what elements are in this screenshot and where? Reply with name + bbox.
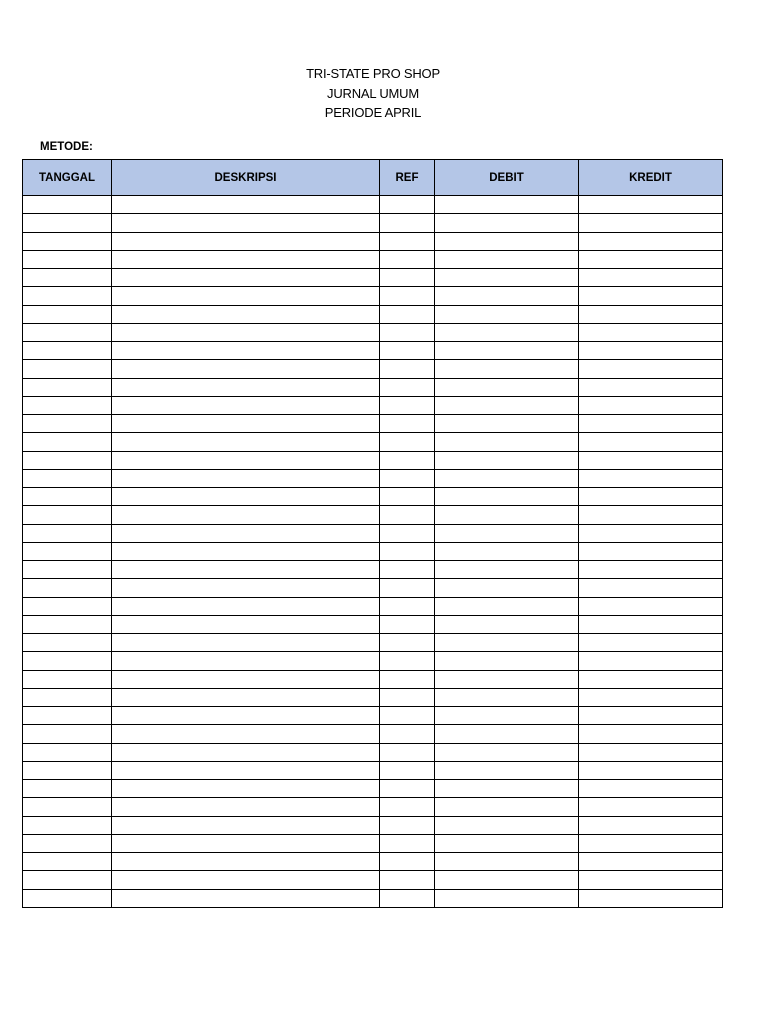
table-row [23, 780, 723, 798]
table-row [23, 451, 723, 469]
cell-deskripsi[interactable] [112, 542, 380, 560]
cell-deskripsi[interactable] [112, 670, 380, 688]
cell-tanggal[interactable] [23, 378, 112, 396]
cell-tanggal[interactable] [23, 542, 112, 560]
cell-tanggal[interactable] [23, 889, 112, 907]
cell-debit[interactable] [435, 561, 579, 579]
cell-kredit[interactable] [579, 561, 723, 579]
table-row [23, 834, 723, 852]
cell-debit[interactable] [435, 761, 579, 779]
cell-debit[interactable] [435, 725, 579, 743]
table-row [23, 232, 723, 250]
cell-debit[interactable] [435, 469, 579, 487]
cell-kredit[interactable] [579, 670, 723, 688]
cell-debit[interactable] [435, 670, 579, 688]
cell-ref[interactable] [380, 889, 435, 907]
cell-deskripsi[interactable] [112, 579, 380, 597]
table-row [23, 396, 723, 414]
cell-deskripsi[interactable] [112, 287, 380, 305]
cell-kredit[interactable] [579, 360, 723, 378]
cell-tanggal[interactable] [23, 707, 112, 725]
cell-tanggal[interactable] [23, 469, 112, 487]
cell-kredit[interactable] [579, 196, 723, 214]
cell-debit[interactable] [435, 816, 579, 834]
cell-kredit[interactable] [579, 615, 723, 633]
cell-kredit[interactable] [579, 250, 723, 268]
cell-tanggal[interactable] [23, 834, 112, 852]
cell-ref[interactable] [380, 688, 435, 706]
cell-deskripsi[interactable] [112, 451, 380, 469]
cell-deskripsi[interactable] [112, 269, 380, 287]
cell-debit[interactable] [435, 743, 579, 761]
metode-label: METODE: [40, 141, 93, 153]
table-row [23, 469, 723, 487]
table-row [23, 743, 723, 761]
cell-kredit[interactable] [579, 488, 723, 506]
cell-ref[interactable] [380, 634, 435, 652]
table-row [23, 342, 723, 360]
cell-deskripsi[interactable] [112, 415, 380, 433]
cell-debit[interactable] [435, 506, 579, 524]
cell-tanggal[interactable] [23, 360, 112, 378]
cell-kredit[interactable] [579, 761, 723, 779]
cell-deskripsi[interactable] [112, 707, 380, 725]
cell-ref[interactable] [380, 780, 435, 798]
cell-ref[interactable] [380, 670, 435, 688]
cell-ref[interactable] [380, 214, 435, 232]
cell-kredit[interactable] [579, 396, 723, 414]
cell-kredit[interactable] [579, 415, 723, 433]
cell-debit[interactable] [435, 305, 579, 323]
cell-tanggal[interactable] [23, 506, 112, 524]
cell-deskripsi[interactable] [112, 323, 380, 341]
document-title [0, 64, 746, 123]
cell-deskripsi[interactable] [112, 214, 380, 232]
cell-deskripsi[interactable] [112, 196, 380, 214]
cell-ref[interactable] [380, 871, 435, 889]
table-row [23, 323, 723, 341]
cell-deskripsi[interactable] [112, 305, 380, 323]
table-row [23, 415, 723, 433]
cell-ref[interactable] [380, 707, 435, 725]
cell-deskripsi[interactable] [112, 743, 380, 761]
table-row [23, 853, 723, 871]
cell-ref[interactable] [380, 232, 435, 250]
cell-deskripsi[interactable] [112, 780, 380, 798]
cell-deskripsi[interactable] [112, 834, 380, 852]
cell-ref[interactable] [380, 834, 435, 852]
cell-kredit[interactable] [579, 743, 723, 761]
table-row [23, 579, 723, 597]
cell-deskripsi[interactable] [112, 561, 380, 579]
cell-debit[interactable] [435, 889, 579, 907]
column-header-ref: REF [380, 160, 435, 196]
cell-deskripsi[interactable] [112, 250, 380, 268]
cell-ref[interactable] [380, 433, 435, 451]
cell-tanggal[interactable] [23, 634, 112, 652]
cell-kredit[interactable] [579, 889, 723, 907]
cell-ref[interactable] [380, 196, 435, 214]
cell-debit[interactable] [435, 488, 579, 506]
cell-debit[interactable] [435, 451, 579, 469]
cell-tanggal[interactable] [23, 725, 112, 743]
table-row [23, 269, 723, 287]
table-row [23, 889, 723, 907]
cell-kredit[interactable] [579, 524, 723, 542]
cell-deskripsi[interactable] [112, 761, 380, 779]
table-row [23, 305, 723, 323]
table-row [23, 761, 723, 779]
table-row [23, 871, 723, 889]
table-row [23, 196, 723, 214]
cell-debit[interactable] [435, 597, 579, 615]
cell-ref[interactable] [380, 451, 435, 469]
cell-ref[interactable] [380, 287, 435, 305]
cell-kredit[interactable] [579, 269, 723, 287]
cell-debit[interactable] [435, 287, 579, 305]
cell-kredit[interactable] [579, 871, 723, 889]
cell-deskripsi[interactable] [112, 725, 380, 743]
cell-debit[interactable] [435, 415, 579, 433]
table-row [23, 524, 723, 542]
cell-tanggal[interactable] [23, 342, 112, 360]
cell-ref[interactable] [380, 524, 435, 542]
cell-debit[interactable] [435, 396, 579, 414]
cell-ref[interactable] [380, 360, 435, 378]
cell-kredit[interactable] [579, 469, 723, 487]
table-row [23, 488, 723, 506]
cell-tanggal[interactable] [23, 323, 112, 341]
cell-debit[interactable] [435, 834, 579, 852]
cell-kredit[interactable] [579, 688, 723, 706]
cell-deskripsi[interactable] [112, 615, 380, 633]
cell-kredit[interactable] [579, 433, 723, 451]
cell-debit[interactable] [435, 250, 579, 268]
cell-kredit[interactable] [579, 798, 723, 816]
cell-deskripsi[interactable] [112, 816, 380, 834]
cell-kredit[interactable] [579, 451, 723, 469]
cell-kredit[interactable] [579, 725, 723, 743]
cell-kredit[interactable] [579, 652, 723, 670]
cell-deskripsi[interactable] [112, 488, 380, 506]
table-row [23, 214, 723, 232]
cell-debit[interactable] [435, 232, 579, 250]
cell-ref[interactable] [380, 561, 435, 579]
cell-tanggal[interactable] [23, 396, 112, 414]
cell-kredit[interactable] [579, 232, 723, 250]
cell-tanggal[interactable] [23, 433, 112, 451]
cell-tanggal[interactable] [23, 871, 112, 889]
cell-ref[interactable] [380, 250, 435, 268]
cell-tanggal[interactable] [23, 853, 112, 871]
cell-tanggal[interactable] [23, 250, 112, 268]
table-row [23, 634, 723, 652]
cell-ref[interactable] [380, 798, 435, 816]
cell-debit[interactable] [435, 378, 579, 396]
cell-tanggal[interactable] [23, 196, 112, 214]
cell-ref[interactable] [380, 579, 435, 597]
cell-debit[interactable] [435, 634, 579, 652]
cell-ref[interactable] [380, 615, 435, 633]
cell-kredit[interactable] [579, 834, 723, 852]
cell-deskripsi[interactable] [112, 342, 380, 360]
cell-debit[interactable] [435, 615, 579, 633]
cell-deskripsi[interactable] [112, 871, 380, 889]
cell-tanggal[interactable] [23, 780, 112, 798]
cell-deskripsi[interactable] [112, 889, 380, 907]
cell-ref[interactable] [380, 342, 435, 360]
cell-debit[interactable] [435, 323, 579, 341]
table-row [23, 250, 723, 268]
cell-kredit[interactable] [579, 214, 723, 232]
table-row [23, 561, 723, 579]
cell-debit[interactable] [435, 542, 579, 560]
column-header-deskripsi: DESKRIPSI [112, 160, 380, 196]
cell-ref[interactable] [380, 597, 435, 615]
cell-tanggal[interactable] [23, 232, 112, 250]
cell-deskripsi[interactable] [112, 396, 380, 414]
cell-tanggal[interactable] [23, 451, 112, 469]
cell-kredit[interactable] [579, 780, 723, 798]
column-header-debit: DEBIT [435, 160, 579, 196]
cell-tanggal[interactable] [23, 652, 112, 670]
cell-deskripsi[interactable] [112, 506, 380, 524]
table-row [23, 652, 723, 670]
table-row [23, 287, 723, 305]
cell-tanggal[interactable] [23, 615, 112, 633]
table-row [23, 506, 723, 524]
cell-debit[interactable] [435, 524, 579, 542]
cell-deskripsi[interactable] [112, 634, 380, 652]
cell-ref[interactable] [380, 415, 435, 433]
cell-ref[interactable] [380, 652, 435, 670]
cell-tanggal[interactable] [23, 761, 112, 779]
cell-debit[interactable] [435, 871, 579, 889]
cell-ref[interactable] [380, 853, 435, 871]
cell-tanggal[interactable] [23, 214, 112, 232]
cell-debit[interactable] [435, 433, 579, 451]
cell-tanggal[interactable] [23, 579, 112, 597]
cell-tanggal[interactable] [23, 415, 112, 433]
cell-tanggal[interactable] [23, 816, 112, 834]
cell-deskripsi[interactable] [112, 597, 380, 615]
cell-kredit[interactable] [579, 305, 723, 323]
cell-kredit[interactable] [579, 816, 723, 834]
table-row [23, 798, 723, 816]
period-title: PERIODE APRIL [324, 105, 422, 120]
cell-kredit[interactable] [579, 323, 723, 341]
cell-ref[interactable] [380, 725, 435, 743]
cell-ref[interactable] [380, 323, 435, 341]
cell-debit[interactable] [435, 780, 579, 798]
cell-deskripsi[interactable] [112, 232, 380, 250]
cell-tanggal[interactable] [23, 670, 112, 688]
cell-deskripsi[interactable] [112, 433, 380, 451]
cell-ref[interactable] [380, 305, 435, 323]
cell-kredit[interactable] [579, 597, 723, 615]
cell-debit[interactable] [435, 360, 579, 378]
journal-header-row [23, 160, 723, 196]
table-row [23, 707, 723, 725]
cell-tanggal[interactable] [23, 305, 112, 323]
cell-kredit[interactable] [579, 634, 723, 652]
cell-ref[interactable] [380, 816, 435, 834]
table-row [23, 360, 723, 378]
cell-tanggal[interactable] [23, 561, 112, 579]
cell-kredit[interactable] [579, 342, 723, 360]
cell-tanggal[interactable] [23, 488, 112, 506]
cell-debit[interactable] [435, 707, 579, 725]
journal-body [23, 196, 723, 908]
cell-deskripsi[interactable] [112, 524, 380, 542]
cell-ref[interactable] [380, 542, 435, 560]
cell-kredit[interactable] [579, 579, 723, 597]
cell-ref[interactable] [380, 506, 435, 524]
cell-deskripsi[interactable] [112, 378, 380, 396]
cell-ref[interactable] [380, 269, 435, 287]
table-row [23, 670, 723, 688]
company-name: TRI-STATE PRO SHOP [306, 66, 440, 81]
cell-ref[interactable] [380, 761, 435, 779]
table-row [23, 688, 723, 706]
table-row [23, 615, 723, 633]
column-header-kredit: KREDIT [579, 160, 723, 196]
cell-tanggal[interactable] [23, 287, 112, 305]
cell-tanggal[interactable] [23, 798, 112, 816]
table-row [23, 542, 723, 560]
cell-deskripsi[interactable] [112, 652, 380, 670]
cell-tanggal[interactable] [23, 743, 112, 761]
cell-kredit[interactable] [579, 287, 723, 305]
cell-ref[interactable] [380, 743, 435, 761]
table-row [23, 725, 723, 743]
cell-debit[interactable] [435, 688, 579, 706]
cell-ref[interactable] [380, 396, 435, 414]
cell-tanggal[interactable] [23, 688, 112, 706]
cell-debit[interactable] [435, 798, 579, 816]
cell-debit[interactable] [435, 196, 579, 214]
cell-kredit[interactable] [579, 707, 723, 725]
cell-deskripsi[interactable] [112, 469, 380, 487]
cell-ref[interactable] [380, 378, 435, 396]
table-row [23, 378, 723, 396]
cell-debit[interactable] [435, 214, 579, 232]
journal-title: JURNAL UMUM [327, 85, 419, 101]
cell-deskripsi[interactable] [112, 853, 380, 871]
cell-kredit[interactable] [579, 853, 723, 871]
cell-tanggal[interactable] [23, 597, 112, 615]
cell-debit[interactable] [435, 652, 579, 670]
cell-deskripsi[interactable] [112, 688, 380, 706]
cell-kredit[interactable] [579, 378, 723, 396]
cell-debit[interactable] [435, 269, 579, 287]
cell-debit[interactable] [435, 853, 579, 871]
cell-kredit[interactable] [579, 506, 723, 524]
table-row [23, 433, 723, 451]
column-header-tanggal: TANGGAL [23, 160, 112, 196]
cell-kredit[interactable] [579, 542, 723, 560]
cell-tanggal[interactable] [23, 524, 112, 542]
cell-deskripsi[interactable] [112, 798, 380, 816]
cell-tanggal[interactable] [23, 269, 112, 287]
cell-debit[interactable] [435, 579, 579, 597]
table-row [23, 597, 723, 615]
cell-ref[interactable] [380, 469, 435, 487]
cell-debit[interactable] [435, 342, 579, 360]
cell-ref[interactable] [380, 488, 435, 506]
journal-table [22, 159, 723, 908]
cell-deskripsi[interactable] [112, 360, 380, 378]
table-row [23, 816, 723, 834]
